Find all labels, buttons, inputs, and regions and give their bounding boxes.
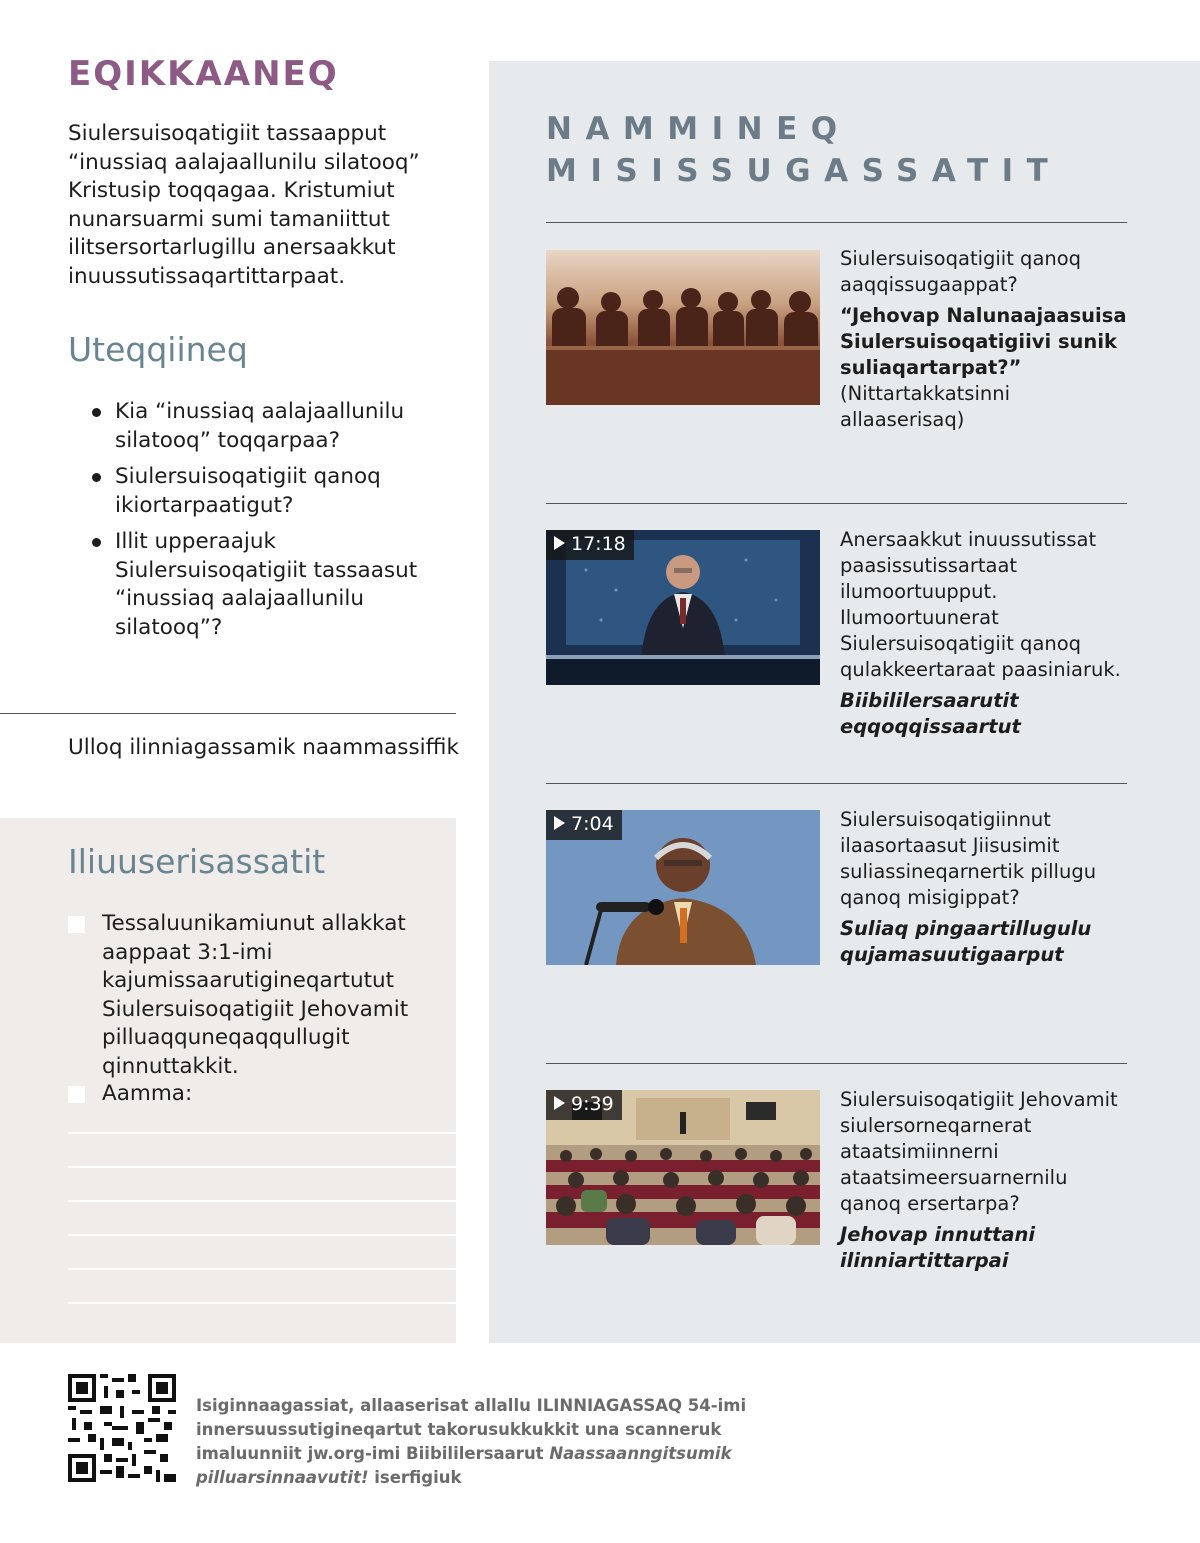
video-link[interactable]: Jehovap innuttani ilinniartittarpai [840,1223,1036,1272]
study-question: Anersaakkut inuussutissat paasissutissartaat ilumoortuupput. Ilumoortuunerat Siulersuisoqatigiit qanoq qulakkeertaraat paasiniaruk. [840,528,1121,681]
play-icon [554,1096,565,1110]
writing-line[interactable] [68,1234,456,1236]
divider [546,503,1127,504]
brochure-title[interactable]: Naassaanngitsumik pilluarsinnaavutit! [196,1444,732,1487]
study-question: Siulersuisoqatigiit qanoq aaqqissugaappat? [840,247,1082,296]
review-title: Uteqqiineq [68,330,248,369]
review-question: Illit upperaajuk Siulersuisoqatigiit tassaasut “inussiaq aalajaallunilu silatooq”? [92,528,422,642]
video-duration-badge: 17:18 [546,530,634,560]
bullet-icon [92,538,101,547]
article-thumbnail[interactable] [546,250,820,405]
assignment-item: Tessaluunikamiunut allakkat aappaat 3:1-imi kajumissaarutigineqartutut Siulersuisoqatigiit Jehovamit pilluaqquneqaqqullugit qinnuttakkit. [68,910,433,1081]
writing-line[interactable] [68,1200,456,1202]
play-icon [554,816,565,830]
study-item-text [840,1087,1130,1274]
divider [546,222,1127,223]
qr-code-icon [68,1374,176,1482]
silhouette-meeting-image [546,250,820,405]
checkbox[interactable] [68,1086,85,1103]
writing-line[interactable] [68,1166,456,1168]
study-item-text [840,527,1130,740]
bullet-icon [92,408,101,417]
video-thumbnail[interactable] [546,530,820,685]
article-link[interactable]: “Jehovap Nalunaajaasuisa Siulersuisoqatigiivi sunik suliaqartarpat?” [840,304,1127,379]
intro-paragraph: Siulersuisoqatigiit tassaapput “inussiaq aalajaallunilu silatooq” Kristusip toqqagaa. Kristumiut nunarsuarmi sumi tamaniittut ilitsersortarlugillu anersaakkut inuussutissaqartittarpaat. [68,121,420,289]
review-question-list [92,398,422,650]
video-thumbnail[interactable] [546,810,820,965]
qr-code[interactable] [68,1374,176,1482]
play-icon [554,536,565,550]
video-duration-badge: 7:04 [546,810,622,840]
study-question: Siulersuisoqatigiit Jehovamit siulersorneqarnerat ataatsimiinnerni ataatsimeersuarnernilu qanoq ersertarpa? [840,1088,1118,1215]
checkbox[interactable] [68,916,85,933]
study-item-text [840,807,1130,968]
footer-note: Isiginnaagassiat, allaaserisat allallu ILINNIAGASSAQ 54-imi innersuussutigineqartut takorusukkukkit una scanneruk imaluunniit jw.org-imi Biibililersaarut Naassaanngitsumik pilluarsinnaavutit! iserfigiuk [196,1396,747,1487]
writing-line[interactable] [68,1302,456,1304]
video-link[interactable]: Biibililersaarutit eqqoqqissaartut [840,689,1021,738]
assignment-item-other: Aamma: [68,1080,433,1109]
divider [546,1063,1127,1064]
video-duration-badge: 9:39 [546,1090,622,1120]
bullet-icon [92,473,101,482]
study-item-text [840,246,1130,433]
divider [546,783,1127,784]
video-thumbnail[interactable] [546,1090,820,1245]
self-study-title: NAMMINEQ MISISSUGASSATIT [546,111,1062,189]
completion-date-label: Ulloq ilinniagassamik naammassiffik [68,735,459,760]
study-question: Siulersuisoqatigiinnut ilaasortaasut Jiisusimit suliassineqarnertik pillugu qanoq misigippat? [840,808,1097,909]
divider [0,713,456,714]
video-link[interactable]: Suliaq pingaartillugulu qujamasuutigaarput [840,917,1092,966]
writing-line[interactable] [68,1268,456,1270]
writing-line[interactable] [68,1132,456,1134]
section-title: EQIKKAANEQ [68,54,339,94]
review-question: Siulersuisoqatigiit qanoq ikiortarpaatigut? [92,463,422,520]
assignment-title: Iliuuserisassatit [68,842,326,881]
review-question: Kia “inussiaq aalajaallunilu silatooq” toqqarpaa? [92,398,422,455]
resource-note: (Nittartakkatsinni allaaserisaq) [840,382,1011,431]
